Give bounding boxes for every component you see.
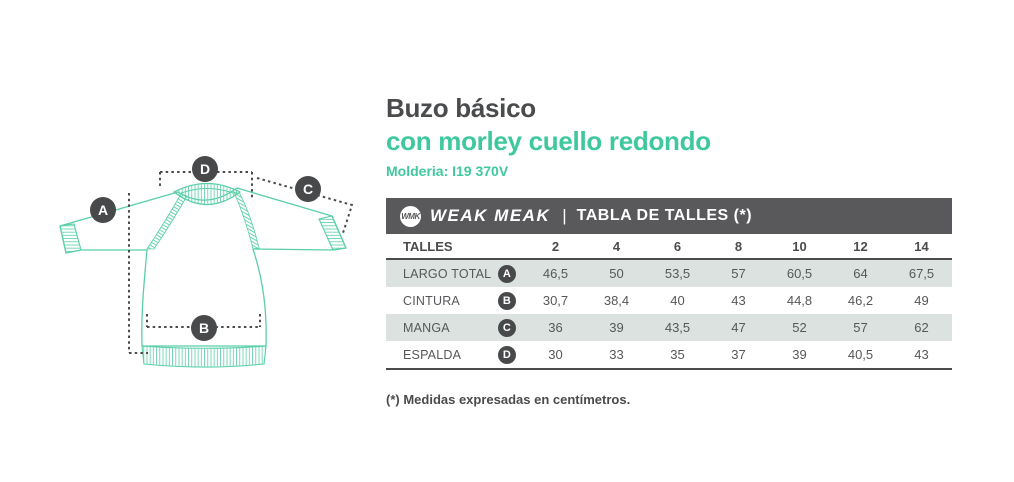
garment-diagram xyxy=(50,148,382,390)
measurement-value: 57 xyxy=(853,320,868,335)
measurement-label xyxy=(386,292,525,310)
measurement-value: 43 xyxy=(914,347,929,362)
measurement-value: 60,5 xyxy=(786,266,813,281)
size-column-header: 10 xyxy=(792,238,807,254)
measurement-value: 52 xyxy=(792,320,807,335)
measurement-badge: B xyxy=(498,292,516,310)
size-column-header: 8 xyxy=(734,238,743,254)
measurement-value: 67,5 xyxy=(908,266,935,281)
table-row xyxy=(386,260,952,287)
badge-d-letter: D xyxy=(199,161,211,177)
measurement-label xyxy=(386,265,525,283)
size-table-body xyxy=(386,260,952,370)
hem-rib xyxy=(142,346,266,367)
size-column-header: 14 xyxy=(914,238,929,254)
size-column-header: 2 xyxy=(551,238,560,254)
measurement-value: 57 xyxy=(731,266,746,281)
table-row xyxy=(386,341,952,368)
measurement-value: 37 xyxy=(731,347,746,362)
product-info xyxy=(386,92,952,407)
sweatshirt-drawing xyxy=(50,148,382,390)
size-table-title: TABLA DE TALLES (*) xyxy=(576,207,753,224)
measurement-badge: A xyxy=(498,265,516,283)
measurement-value: 43,5 xyxy=(664,320,691,335)
brand-name: WEAK MEAK xyxy=(430,206,551,225)
measurement-label-text: CINTURA xyxy=(403,293,460,308)
measurement-label xyxy=(386,319,525,337)
size-column-header: 12 xyxy=(853,238,868,254)
measurement-value: 40,5 xyxy=(847,347,874,362)
measurement-value: 49 xyxy=(914,293,929,308)
measurement-label-text: MANGA xyxy=(403,320,450,335)
page-title: Buzo básico xyxy=(386,93,536,123)
size-table xyxy=(386,198,952,407)
measurement-label xyxy=(386,346,525,364)
badge-a-letter: A xyxy=(97,202,109,218)
units-footnote: (*) Medidas expresadas en centímetros. xyxy=(386,392,631,407)
measurement-value: 36 xyxy=(548,320,563,335)
measurement-value: 30 xyxy=(548,347,563,362)
badge-c-letter: C xyxy=(302,181,314,197)
size-table-header-bar xyxy=(386,198,952,234)
size-column-header: 6 xyxy=(673,238,682,254)
measurement-badge: D xyxy=(498,346,516,364)
brand-monogram: WMK xyxy=(401,211,420,221)
bar-divider: | xyxy=(562,206,567,225)
measurement-badge: C xyxy=(498,319,516,337)
table-row xyxy=(386,287,952,314)
measurement-value: 39 xyxy=(609,320,624,335)
measurement-value: 33 xyxy=(609,347,624,362)
page-subtitle: con morley cuello redondo xyxy=(386,125,711,156)
measurement-value: 46,2 xyxy=(847,293,874,308)
measurement-label-text: ESPALDA xyxy=(403,347,462,362)
measurement-value: 35 xyxy=(670,347,685,362)
pattern-code: Molderia: I19 370V xyxy=(386,163,509,179)
measurement-value: 40 xyxy=(670,293,685,308)
measurement-value: 46,5 xyxy=(542,266,569,281)
badge-b-letter: B xyxy=(198,320,210,336)
measurement-label-text: LARGO TOTAL xyxy=(403,266,492,281)
measurement-value: 38,4 xyxy=(603,293,630,308)
measurement-value: 39 xyxy=(792,347,807,362)
measurement-value: 44,8 xyxy=(786,293,813,308)
size-columns-row xyxy=(386,234,952,260)
measurement-value: 64 xyxy=(853,266,868,281)
brand-logo-icon xyxy=(400,206,421,227)
measurement-value: 30,7 xyxy=(542,293,569,308)
measurement-value: 62 xyxy=(914,320,929,335)
measurement-value: 53,5 xyxy=(664,266,691,281)
table-row xyxy=(386,314,952,341)
measurement-value: 47 xyxy=(731,320,746,335)
measurement-value: 43 xyxy=(731,293,746,308)
sizes-column-label: TALLES xyxy=(403,238,453,254)
size-column-header: 4 xyxy=(612,238,621,254)
measurement-value: 50 xyxy=(609,266,624,281)
